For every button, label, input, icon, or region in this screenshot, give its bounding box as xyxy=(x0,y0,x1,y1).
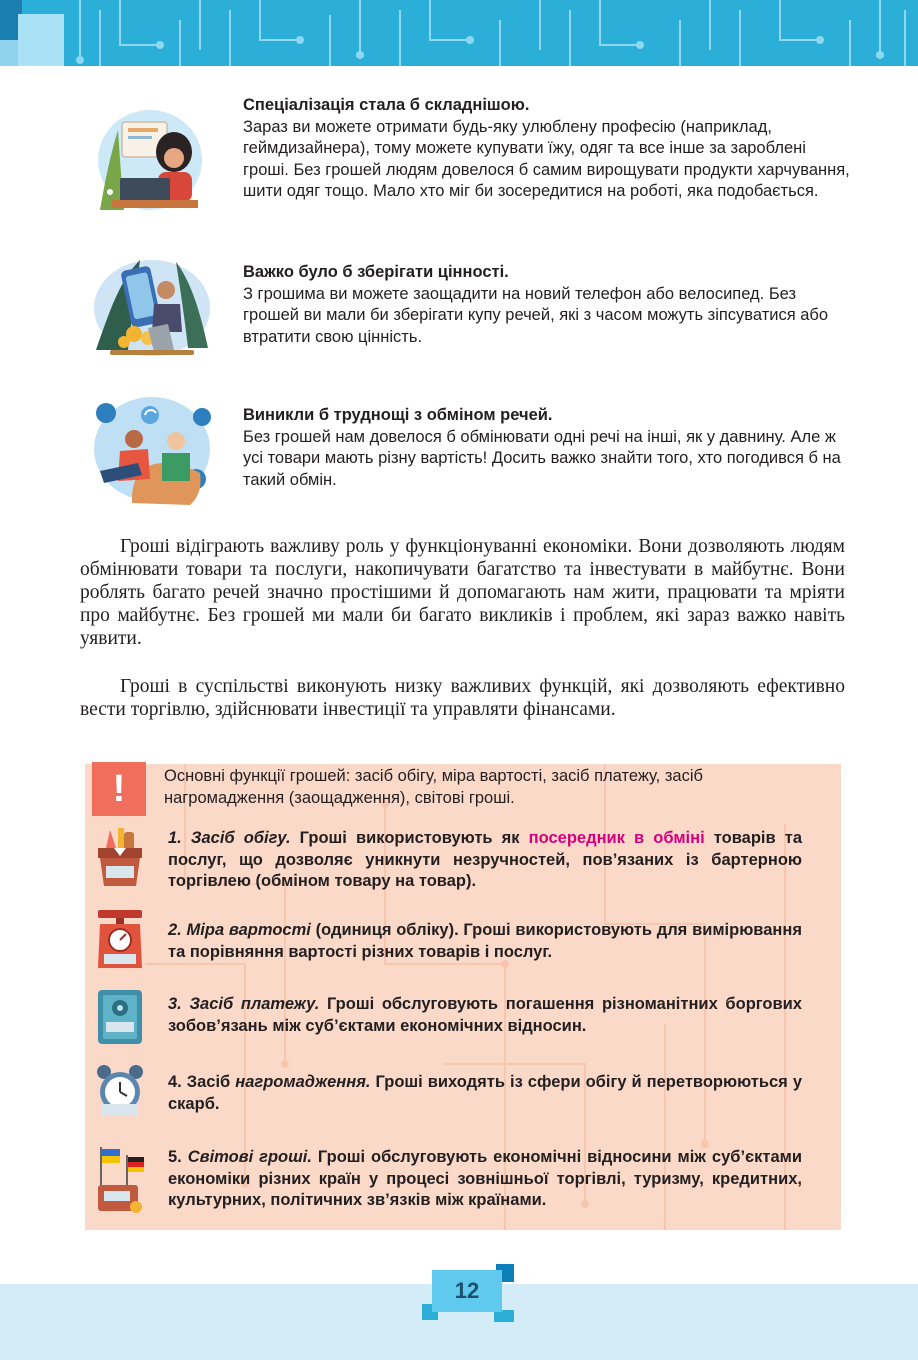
function-number: 5. xyxy=(168,1148,182,1166)
function-text: Гроші використовують як xyxy=(299,829,520,847)
scale-icon xyxy=(94,908,146,970)
function-term: нагромадження. xyxy=(235,1073,371,1091)
basket-icon xyxy=(94,826,146,888)
function-text: Гроші обслуговують погашення різноманітних боргових зобов’язань між суб’єктами економічних відносин. xyxy=(168,995,802,1035)
function-number: 1. xyxy=(168,829,182,847)
function-number: 3. xyxy=(168,995,182,1013)
function-text: Гроші виходять із сфери обігу й перетворюються у скарб. xyxy=(168,1073,802,1113)
body-paragraph-1: Гроші відіграють важливу роль у функціонуванні економіки. Вони дозволяють людям обмінювати товари та послуги, накопичувати багатство та інвестувати в майбутнє. Вони роблять багато речей значно простішими й допомагають нам жити, працювати та мріяти про майбутнє. Без грошей ми мали би багато викликів і проблем, які зараз важко навіть уявити. xyxy=(80,536,845,649)
highlight-term: посередник в обміні xyxy=(528,829,705,847)
function-number: 2. xyxy=(168,921,182,939)
function-number: 4. xyxy=(168,1073,182,1091)
function-3 xyxy=(168,994,802,1037)
box-intro: Основні функції грошей: засіб обігу, міра вартості, засіб платежу, засіб нагромадження (заощадження), світові гроші. xyxy=(164,767,703,807)
page-number: 12 xyxy=(454,1278,480,1303)
flags-suitcase-icon xyxy=(94,1145,146,1217)
item-barter-difficulty xyxy=(243,405,853,491)
function-term: Засіб обігу. xyxy=(190,829,291,847)
circuit-pattern xyxy=(0,0,918,66)
alert-badge xyxy=(92,762,146,816)
function-4 xyxy=(168,1072,802,1115)
professional-illustration xyxy=(92,100,207,216)
function-term: Міра вартості xyxy=(186,921,311,939)
item-heading: Спеціалізація стала б складнішою. xyxy=(243,96,530,114)
function-2 xyxy=(168,920,802,963)
item-heading: Виникли б труднощі з обміном речей. xyxy=(243,406,553,424)
barter-illustration xyxy=(90,393,214,505)
function-1 xyxy=(168,828,802,893)
item-text: З грошима ви можете заощадити на новий телефон або велосипед. Без грошей ви мали би зберігати купу речей, які з часом можуть зіпсуватися або втратити свою цінність. xyxy=(243,284,829,346)
function-text: Засіб xyxy=(186,1073,231,1091)
item-heading: Важко було б зберігати цінності. xyxy=(243,263,509,281)
function-text: товарів та послуг, що дозволяє уникнути незручностей, пов’язаних із бартерною торгівлею (обміном товару на товар). xyxy=(168,829,802,890)
page-number-badge xyxy=(432,1270,502,1312)
top-banner xyxy=(0,0,918,66)
function-term: Засіб платежу. xyxy=(189,995,320,1013)
safe-icon xyxy=(94,986,146,1048)
exclamation-icon: ! xyxy=(112,768,126,810)
function-text: Гроші обслуговують економічні відносини між суб’єктами економіки різних країн у процесі зовнішньої торгівлі, туризму, кредитних, культурних, політичних зв’язків між країнами. xyxy=(168,1148,803,1209)
savings-illustration xyxy=(90,250,214,358)
body-paragraph-2: Гроші в суспільстві виконують низку важливих функцій, які дозволяють ефективно вести торгівлю, здійснювати інвестиції та управляти фінансами. xyxy=(80,676,845,720)
function-text: (одиниця обліку). Гроші використовують для вимірювання та порівняння вартості різних товарів і послуг. xyxy=(168,921,802,961)
item-storing-values xyxy=(243,262,853,348)
function-term: Світові гроші. xyxy=(187,1148,312,1166)
item-text: Зараз ви можете отримати будь-яку улюблену професію (наприклад, геймдизайнера), тому можете купувати їжу, одяг та все інше за зароблені гроші. Без грошей людям довелося б самим вирощувати продукти харчування, шити одяг тощо. Мало хто міг би зосередитися на роботі, яка подобається. xyxy=(243,117,850,200)
item-specialization xyxy=(243,95,853,203)
item-text: Без грошей нам довелося б обмінювати одні речі на інші, як у давнину. Але ж усі товари мають різну вартість! Досить важко знайти того, хто погодився б на такий обмін. xyxy=(243,427,841,489)
alarm-clock-icon xyxy=(94,1062,146,1124)
function-5 xyxy=(168,1147,802,1212)
